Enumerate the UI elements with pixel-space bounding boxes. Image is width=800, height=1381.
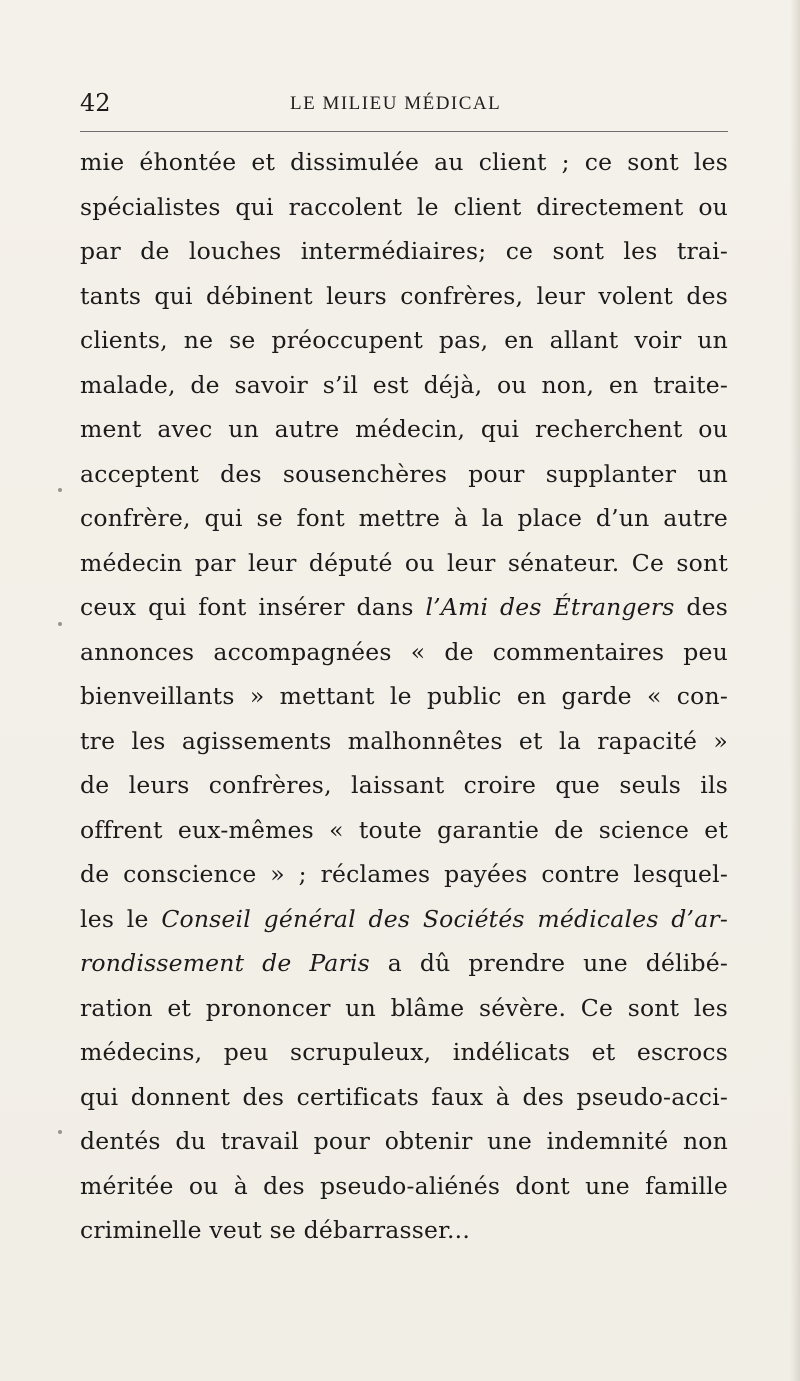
text-line (80, 541, 728, 586)
text-segment: spécialistes qui raccolent le client directement ou (80, 192, 728, 221)
text-segment: méritée ou à des pseudo-aliénés dont une famille (80, 1171, 728, 1200)
text-segment: malade, de savoir s’il est déjà, ou non, en traite- (80, 370, 728, 399)
text-line (80, 674, 728, 719)
text-segment: dentés du travail pour obtenir une indemnité non (80, 1127, 728, 1155)
text-line (80, 229, 728, 274)
text-segment: médecin par leur député ou leur sénateur. Ce sont (80, 548, 728, 577)
text-segment: des (674, 593, 729, 621)
text-segment: clients, ne se préoccupent pas, en allant voir un (80, 326, 728, 354)
text-segment: les le (80, 904, 162, 933)
running-head (80, 88, 730, 118)
text-line (80, 897, 728, 942)
page-edge-shadow (790, 0, 800, 1381)
text-line (80, 585, 728, 630)
text-line (80, 719, 728, 764)
text-segment: ment avec un autre médecin, qui recherchent ou (80, 415, 728, 443)
text-segment: tre les agissements malhonnêtes et la rapacité » (80, 726, 728, 755)
text-segment: de conscience » ; réclames payées contre lesquel- (80, 860, 728, 888)
text-line (80, 1075, 728, 1120)
text-segment: criminelle veut se débarrasser... (80, 1216, 471, 1244)
margin-speck (58, 1130, 62, 1134)
text-line (80, 1119, 728, 1164)
page-number: 42 (80, 89, 111, 117)
body-text (80, 140, 728, 1253)
text-segment: a dû prendre une délibé- (369, 949, 729, 977)
text-segment: tants qui débinent leurs confrères, leur volent des (80, 281, 728, 310)
text-segment: annonces accompagnées « de commentaires peu (80, 637, 728, 666)
running-title: LE MILIEU MÉDICAL (290, 93, 502, 114)
text-line (80, 986, 728, 1031)
header-rule (80, 131, 728, 132)
italic-title: rondissement de Paris (80, 949, 370, 977)
text-segment: ration et prononcer un blâme sévère. Ce sont les (80, 993, 728, 1022)
text-line (80, 318, 728, 363)
text-segment: ceux qui font insérer dans (80, 593, 426, 621)
text-segment: bienveillants » mettant le public en garde « con- (80, 682, 728, 710)
text-line (80, 1208, 728, 1253)
italic-title: l’Ami des Étrangers (425, 593, 675, 621)
text-segment: confrère, qui se font mettre à la place d’un autre (80, 504, 728, 532)
text-line (80, 407, 728, 452)
text-line (80, 496, 728, 541)
text-line (80, 941, 728, 986)
text-line (80, 185, 728, 230)
margin-speck (58, 488, 62, 492)
text-segment: acceptent des sousenchères pour supplanter un (80, 459, 728, 488)
text-segment: qui donnent des certificats faux à des pseudo-acci- (80, 1082, 728, 1111)
text-line (80, 452, 728, 497)
text-segment: mie éhontée et dissimulée au client ; ce sont les (80, 148, 728, 176)
text-segment: par de louches intermédiaires; ce sont les trai- (80, 237, 728, 265)
text-line (80, 140, 728, 185)
margin-speck (58, 622, 62, 626)
text-line (80, 1164, 728, 1209)
text-segment: offrent eux-mêmes « toute garantie de science et (80, 815, 728, 844)
text-line (80, 763, 728, 808)
text-segment: de leurs confrères, laissant croire que seuls ils (80, 771, 728, 799)
text-line (80, 1030, 728, 1075)
text-segment: médecins, peu scrupuleux, indélicats et escrocs (80, 1038, 728, 1066)
text-line (80, 808, 728, 853)
text-line (80, 274, 728, 319)
text-line (80, 852, 728, 897)
italic-title: Conseil général des Sociétés médicales d’ar- (161, 904, 728, 933)
text-line (80, 630, 728, 675)
text-line (80, 363, 728, 408)
